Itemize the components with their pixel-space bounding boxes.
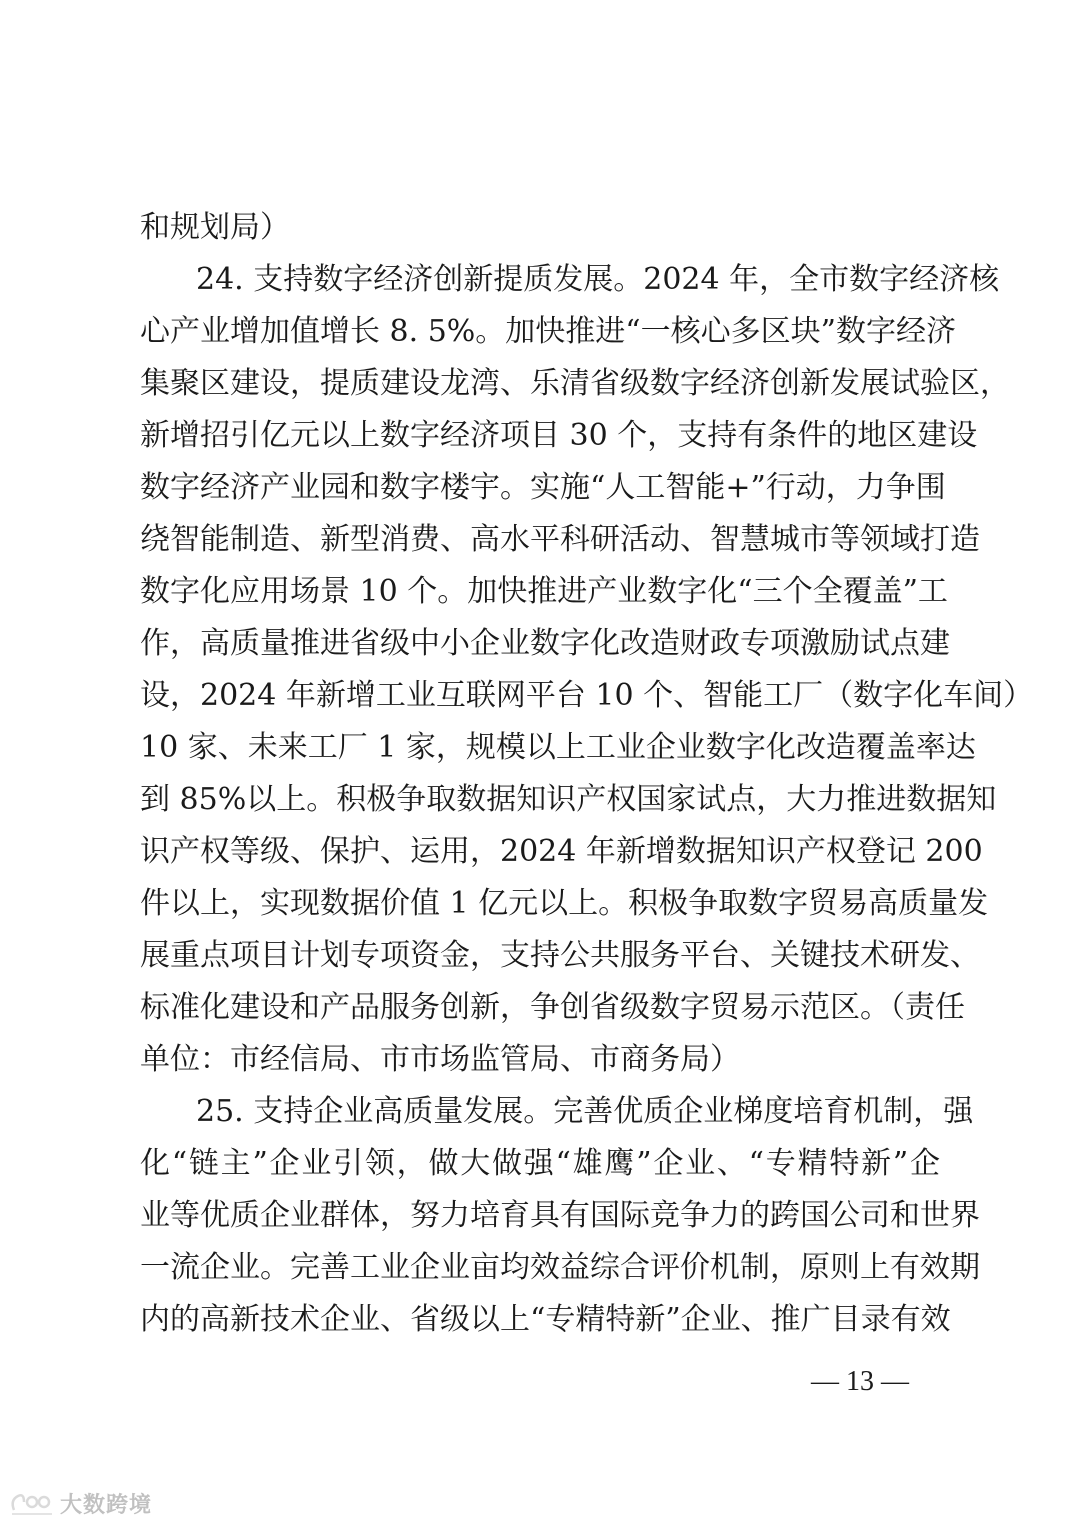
text-line: 和规划局）	[140, 210, 290, 245]
text-line: 单位：市经信局、市市场监管局、市商务局）	[140, 1042, 740, 1077]
watermark	[8, 1486, 152, 1520]
text-line: 展重点项目计划专项资金，支持公共服务平台、关键技术研发、	[140, 938, 980, 973]
watermark-logo-icon	[8, 1488, 56, 1518]
text-line: 件以上，实现数据价值 1 亿元以上。积极争取数字贸易高质量发	[140, 886, 989, 921]
text-line: 标准化建设和产品服务创新，争创省级数字贸易示范区。（责任	[140, 990, 965, 1025]
text-line: 心产业增加值增长 8. 5%。加快推进“一核心多区块”数字经济	[140, 314, 956, 349]
text-line: 到 85%以上。积极争取数据知识产权国家试点，大力推进数据知	[140, 782, 997, 817]
text-line: 识产权等级、保护、运用，2024 年新增数据知识产权登记 200	[140, 834, 983, 869]
section-25-heading-line: 25. 支持企业高质量发展。完善优质企业梯度培育机制，强	[196, 1094, 974, 1129]
text-line: 作，高质量推进省级中小企业数字化改造财政专项激励试点建	[140, 626, 950, 661]
text-line: 业等优质企业群体，努力培育具有国际竞争力的跨国公司和世界	[140, 1198, 980, 1233]
watermark-text: 大数跨境	[60, 1492, 153, 1518]
text-line: 设，2024 年新增工业互联网平台 10 个、智能工厂（数字化车间）	[140, 678, 1034, 713]
text-line: 新增招引亿元以上数字经济项目 30 个，支持有条件的地区建设	[140, 418, 978, 453]
text-line: 数字经济产业园和数字楼宇。实施“人工智能+”行动，力争围	[140, 470, 946, 505]
text-line: 10 家、未来工厂 1 家，规模以上工业企业数字化改造覆盖率达	[140, 730, 976, 765]
section-24-heading-line: 24. 支持数字经济创新提质发展。2024 年，全市数字经济核	[196, 262, 1000, 297]
text-line: 化“链主”企业引领，做大做强“雄鹰”企业、“专精特新”企	[140, 1146, 940, 1181]
text-line: 内的高新技术企业、省级以上“专精特新”企业、推广目录有效	[140, 1302, 951, 1337]
text-line: 一流企业。完善工业企业亩均效益综合评价机制，原则上有效期	[140, 1250, 980, 1285]
page-number: — 13 —	[811, 1366, 909, 1397]
text-line: 集聚区建设，提质建设龙湾、乐清省级数字经济创新发展试验区，	[140, 366, 1010, 401]
text-line: 数字化应用场景 10 个。加快推进产业数字化“三个全覆盖”工	[140, 574, 948, 609]
text-line: 绕智能制造、新型消费、高水平科研活动、智慧城市等领域打造	[140, 522, 980, 557]
